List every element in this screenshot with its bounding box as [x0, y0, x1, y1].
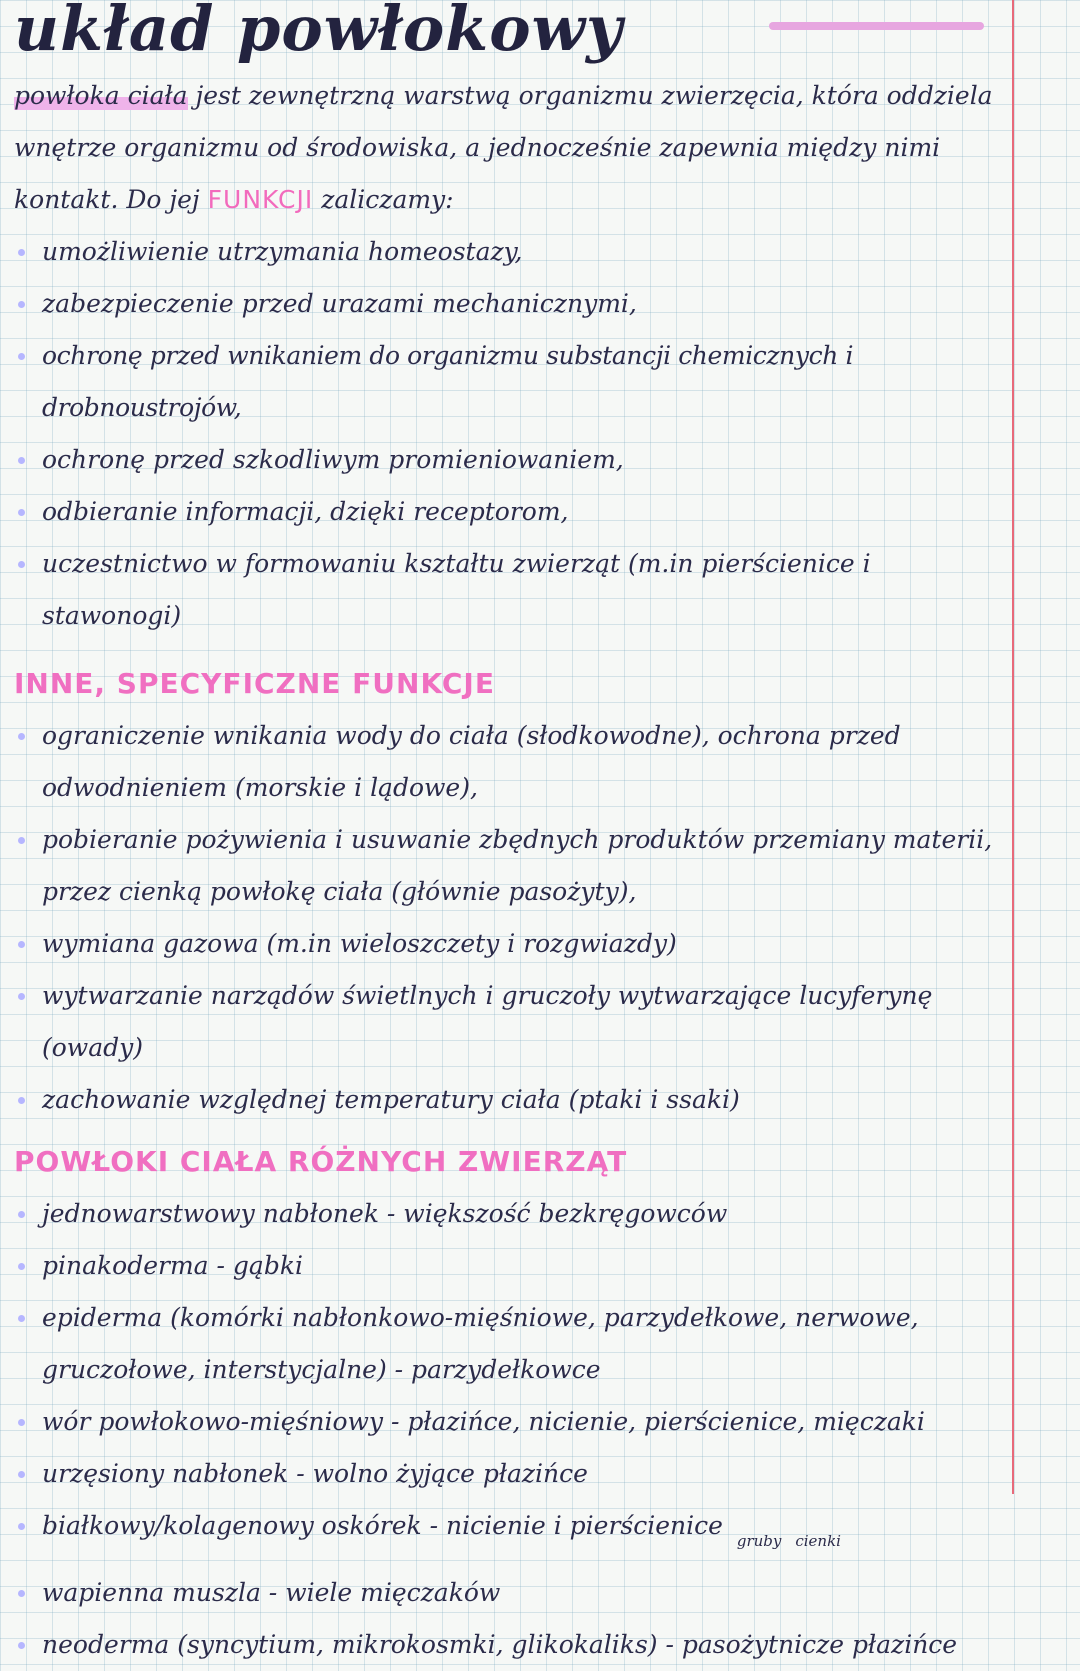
functions-list — [14, 226, 1009, 642]
list-item: wór powłokowo-mięśniowy - płazińce, nicienie, pierścienice, mięczaki — [14, 1396, 1009, 1448]
list-item: pinakoderma - gąbki — [14, 1240, 1009, 1292]
list-item: wytwarzanie narządów świetlnych i gruczoły wytwarzające lucyferynę (owady) — [14, 970, 1009, 1074]
list-item: epiderma (komórki nabłonkowo-mięśniowe, parzydełkowe, nerwowe, gruczołowe, interstycjalne) - parzydełkowce — [14, 1292, 1009, 1396]
annotation-thin: cienki — [795, 1532, 841, 1550]
margin-line — [1012, 0, 1014, 1494]
list-item: odbieranie informacji, dzięki receptorom, — [14, 486, 1009, 538]
annotation-thick: gruby — [736, 1532, 782, 1550]
body-coverings-list — [14, 1188, 1009, 1671]
list-item: neoderma (syncytium, mikrokosmki, glikokaliks) - pasożytnicze płazińce — [14, 1619, 1009, 1671]
list-item — [14, 1500, 1009, 1567]
list-item: uczestnictwo w formowaniu kształtu zwierząt (m.in pierścienice i stawonogi) — [14, 538, 1009, 642]
specific-functions-heading: INNE, SPECYFICZNE FUNKCJE — [14, 667, 495, 700]
list-item: ochronę przed szkodliwym promieniowaniem, — [14, 434, 1009, 486]
list-item: wymiana gazowa (m.in wieloszczety i rozgwiazdy) — [14, 918, 1009, 970]
page-title: układ powłokowy — [14, 0, 623, 65]
notebook-page — [14, 0, 1009, 1671]
intro-text: jest zewnętrzną warstwą organizmu zwierzęcia, która oddziela wnętrze organizmu od środowiska, a jednocześnie zapewnia między nimi kontakt. Do jej — [14, 81, 993, 214]
list-item: umożliwienie utrzymania homeostazy, — [14, 226, 1009, 278]
title-row — [14, 0, 1009, 70]
cuticle-text: białkowy/kolagenowy oskórek - nicienie i pierścienice — [42, 1511, 723, 1540]
list-item: zachowanie względnej temperatury ciała (ptaki i ssaki) — [14, 1074, 1009, 1126]
list-item: zabezpieczenie przed urazami mechanicznymi, — [14, 278, 1009, 330]
list-item: urzęsiony nabłonek - wolno żyjące płazińce — [14, 1448, 1009, 1500]
list-item: ograniczenie wnikania wody do ciała (słodkowodne), ochrona przed odwodnieniem (morskie i lądowe), — [14, 710, 1009, 814]
intro-term: powłoka ciała — [14, 81, 188, 110]
specific-functions-list — [14, 710, 1009, 1126]
list-item: ochronę przed wnikaniem do organizmu substancji chemicznych i drobnoustrojów, — [14, 330, 1009, 434]
intro-text-end: zaliczamy: — [321, 185, 454, 214]
list-item: wapienna muszla - wiele mięczaków — [14, 1567, 1009, 1619]
body-coverings-heading: POWŁOKI CIAŁA RÓŻNYCH ZWIERZĄT — [14, 1145, 628, 1178]
list-item: jednowarstwowy nabłonek - większość bezkręgowców — [14, 1188, 1009, 1240]
title-underline — [769, 22, 984, 30]
functions-word: FUNKCJI — [207, 185, 314, 214]
list-item: pobieranie pożywienia i usuwanie zbędnych produktów przemiany materii, przez cienką powłokę ciała (głównie pasożyty), — [14, 814, 1009, 918]
intro-paragraph — [14, 70, 1009, 226]
